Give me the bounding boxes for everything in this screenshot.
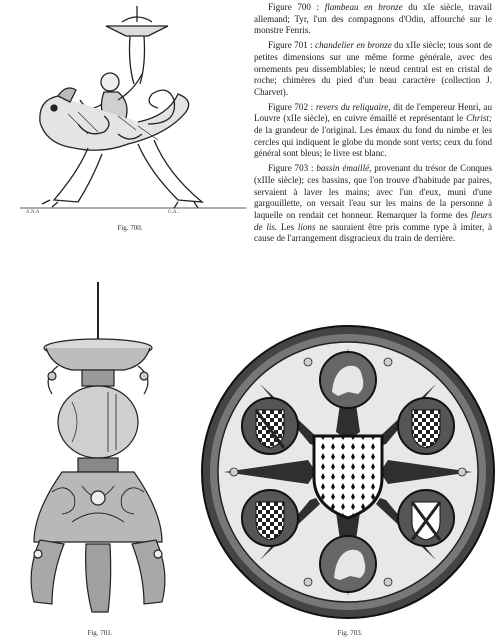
- engraver-signature-right: G.A...: [168, 210, 181, 215]
- para-lead: Figure 700 :: [268, 2, 325, 12]
- paragraph-figure-703: [254, 163, 492, 245]
- para-term: lions: [297, 221, 316, 232]
- para-term: revers du reliquaire: [315, 101, 389, 112]
- para-body: Les: [277, 221, 298, 232]
- para-lead: Figure 703 :: [268, 163, 317, 174]
- figure-701-chandelier: [12, 282, 192, 622]
- para-body: du xIIe siècle; tous sont de petites dimensions sur une même forme générale, avec des ornements peu dissemblables; le nœud central est en cristal de roche; chimères du pied d'un beau caractère (collection J. Charvet).: [254, 40, 493, 97]
- description-text-column: [254, 2, 492, 248]
- para-body: du xIe siècle, travail allemand; Tyr, l'un des compagnons d'Odin, affourché sur le monstre Fenris.: [254, 2, 492, 36]
- paragraph-figure-701: [254, 40, 492, 99]
- figure-700-flambeau: [18, 4, 248, 214]
- para-body: ne sauraient être pris comme type à imiter, à cause de l'arrangement disgracieux du train de derrière.: [254, 221, 492, 244]
- figure-703-caption: Fig. 703.: [337, 629, 363, 637]
- para-term: fleurs de lis.: [254, 209, 492, 232]
- para-body: , dit de l'empereur Henri, au Louvre (xIIe siècle), en cuivre émaillé et représentant le: [254, 101, 492, 124]
- paragraph-figure-700: [254, 2, 492, 37]
- para-body: de la grandeur de l'original. Les émaux du fond du nimbe et les cercles qui indiquent le globe du monde sont verts; ceux du fond général sont bleus; le livre est blanc.: [254, 125, 492, 159]
- para-term: bassin émaillé: [316, 163, 370, 174]
- para-body: , provenant du trésor de Conques (xIIIe siècle); ces bassins, que l'on trouve d'habitude par paires, servaient à laver les mains; avec l'un d'eux, muni d'une gargouillette, on versait l'eau sur les mains de la personne à laquelle on rendait cet honneur. Remarquer la forme des: [254, 163, 492, 220]
- para-term: flambeau en bronze: [324, 2, 403, 12]
- para-lead: Figure 702 :: [268, 101, 316, 112]
- paragraph-figure-702: [254, 102, 492, 161]
- engraver-signature-left: A.N.A: [26, 210, 40, 215]
- figure-701-caption: Fig. 701.: [87, 629, 113, 637]
- para-term: chandelier en bronze: [315, 40, 392, 51]
- para-term: Christ;: [466, 113, 492, 124]
- para-lead: Figure 701 :: [268, 40, 316, 51]
- figure-703-enamel-basin: [198, 322, 498, 622]
- figure-700-caption: Fig. 700.: [117, 224, 143, 232]
